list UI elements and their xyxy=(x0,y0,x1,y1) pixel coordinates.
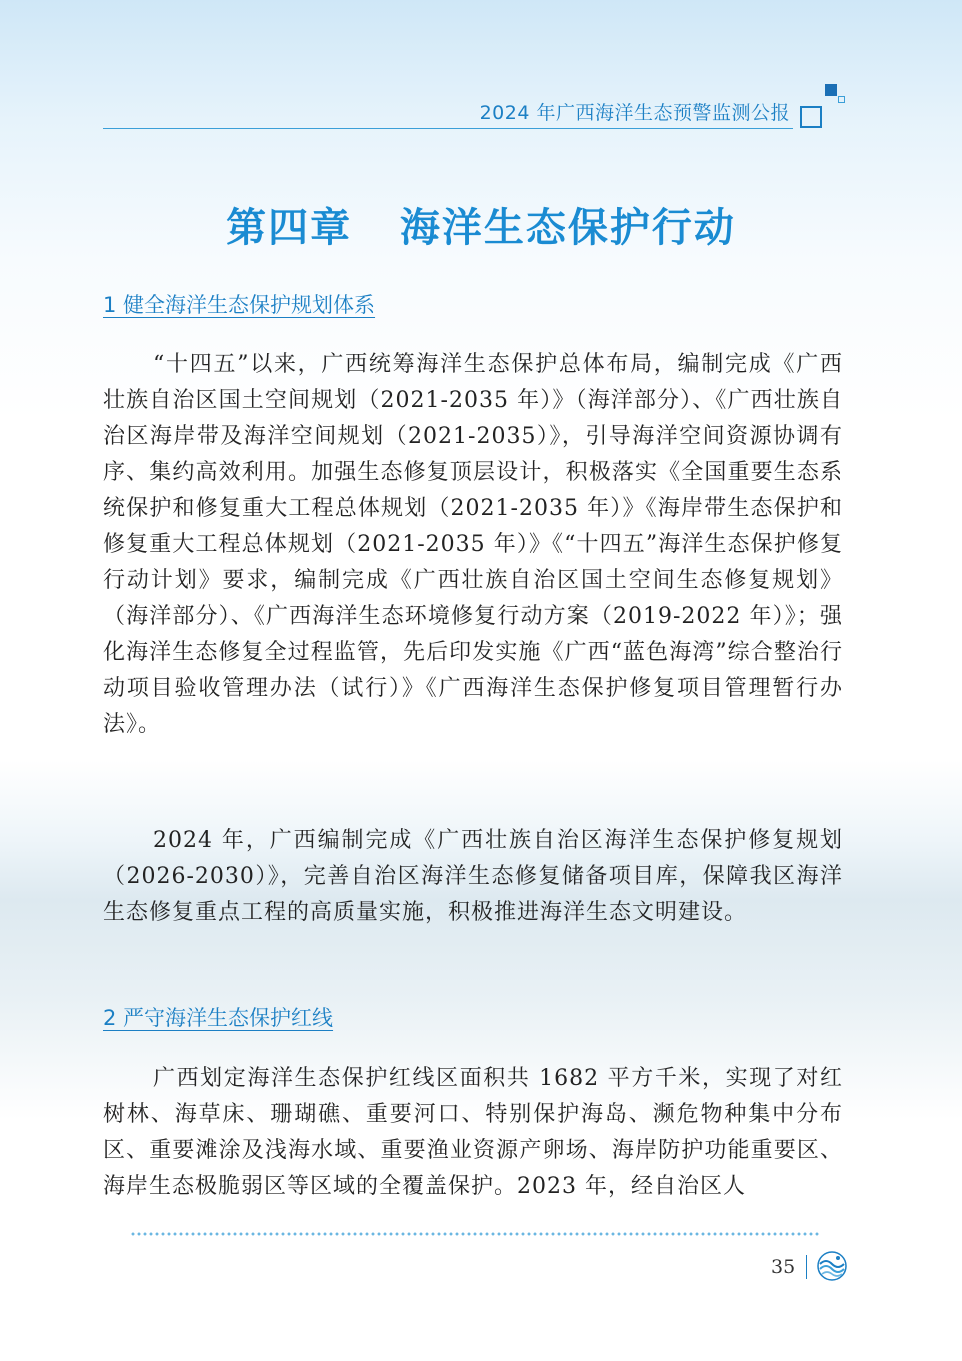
section-1-paragraph-1: “十四五”以来，广西统筹海洋生态保护总体布局，编制完成《广西壮族自治区国土空间规划（2021-2035 年）》（海洋部分）、《广西壮族自治区海岸带及海洋空间规划（2021-2035）》，引导海洋空间资源协调有序、集约高效利用。加强生态修复顶层设计，积极落实《全国重要生态系统保护和修复重大工程总体规划（2021-2035 年）》《海岸带生态保护和修复重大工程总体规划（2021-2035 年）》《“十四五”海洋生态保护修复行动计划》要求，编制完成《广西壮族自治区国土空间生态修复规划》（海洋部分）、《广西海洋生态环境修复行动方案（2019-2022 年）》；强化海洋生态修复全过程监管，先后印发实施《广西“蓝色海湾”综合整治行动项目验收管理办法（试行）》《广西海洋生态保护修复项目管理暂行办法》。 xyxy=(103,352,843,737)
header-rule xyxy=(103,128,793,129)
header-decoration-square-icon xyxy=(800,106,822,128)
page-number: 35 xyxy=(771,1256,796,1278)
wave-logo-icon xyxy=(814,1250,850,1286)
section-2-paragraph-1: 广西划定海洋生态保护红线区面积共 1682 平方千米，实现了对红树林、海草床、珊瑚礁、重要河口、特别保护海岛、濒危物种集中分布区、重要滩涂及浅海水域、重要渔业资源产卵场、海岸防护功能重要区、海岸生态极脆弱区等区域的全覆盖保护。2023 年，经自治区人 xyxy=(103,1066,843,1199)
footer-separator xyxy=(806,1255,807,1279)
section-heading-2: 2 严守海洋生态保护红线 xyxy=(103,1006,334,1030)
header-decoration-filled-square-icon xyxy=(825,84,837,96)
section-1-paragraph-2: 2024 年，广西编制完成《广西壮族自治区海洋生态保护修复规划（2026-2030）》，完善自治区海洋生态修复储备项目库，保障我区海洋生态修复重点工程的高质量实施，积极推进海洋生态文明建设。 xyxy=(103,828,843,925)
header-title: 2024 年广西海洋生态预警监测公报 xyxy=(479,102,790,124)
section-heading-1: 1 健全海洋生态保护规划体系 xyxy=(103,293,376,317)
chapter-title: 第四章 海洋生态保护行动 xyxy=(226,205,736,251)
footer-wave-divider xyxy=(130,1232,820,1236)
header-decoration-small-square-icon xyxy=(838,96,845,103)
